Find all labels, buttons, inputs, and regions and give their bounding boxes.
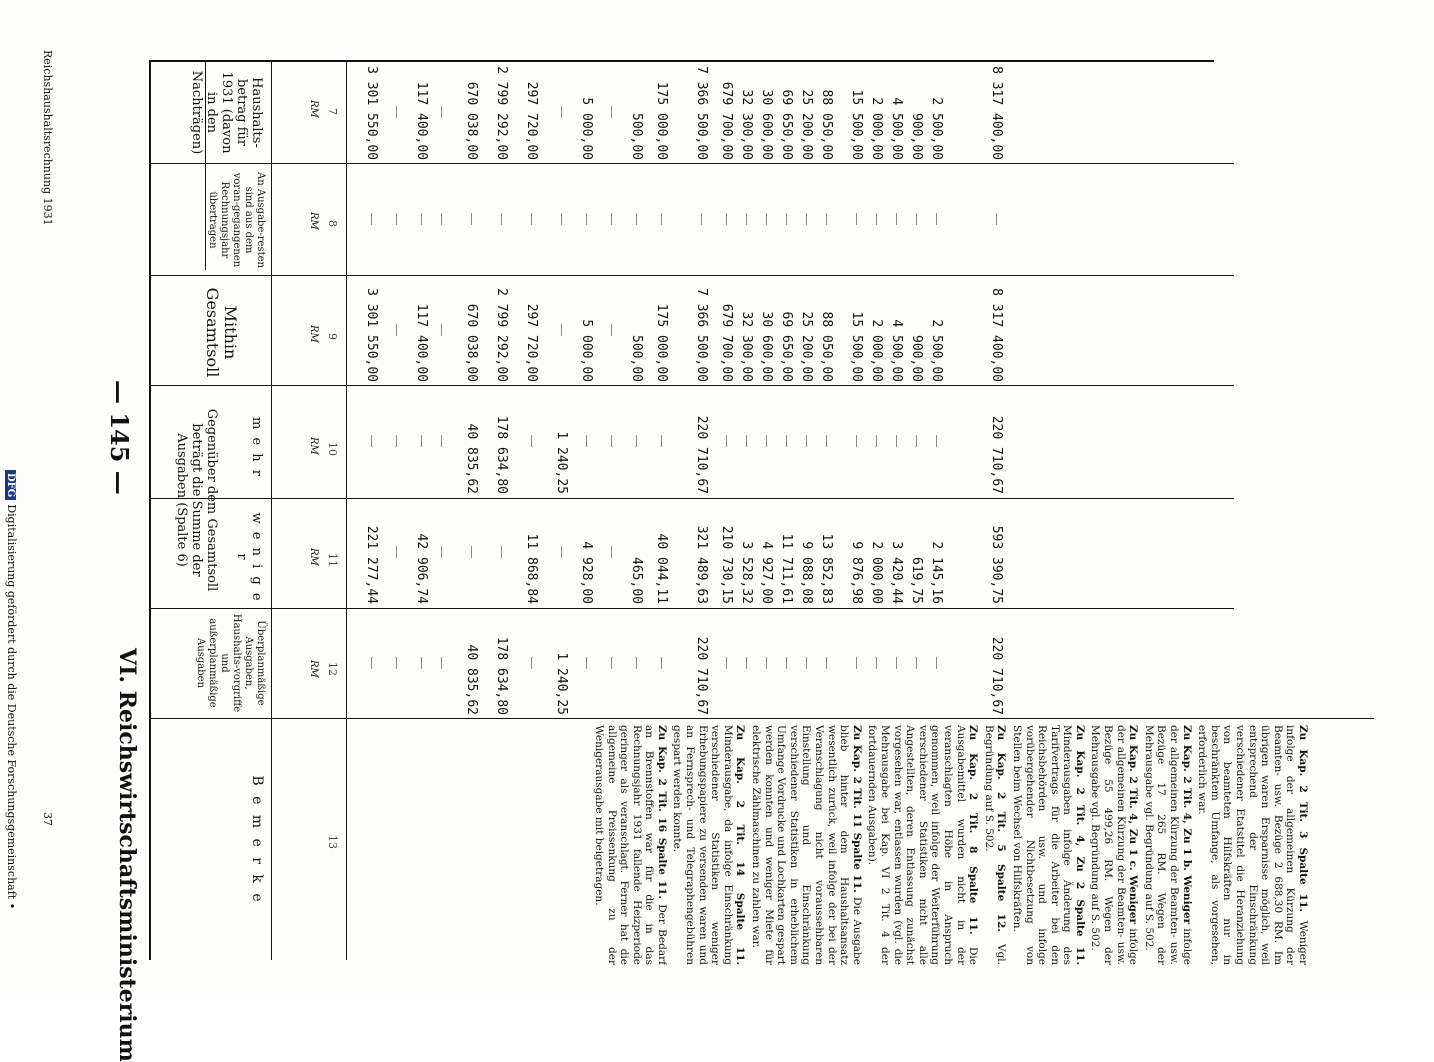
remark-heading: Zu Kap. 2 Tit. 14 Spalte 11. [734, 725, 747, 965]
remark-heading: Zu Kap. 2 Tit. 3 Spalte 11. [1297, 725, 1309, 913]
cell-c10: — [434, 434, 449, 448]
footer-page-number: 37 [41, 812, 54, 826]
cell-c10: — [819, 434, 834, 448]
cell-c7: 32 300,00 [739, 89, 754, 160]
cell-c10: — [739, 434, 754, 448]
cell-c10: — [779, 434, 794, 448]
cell-c11: — [494, 545, 509, 559]
cell-c12: — [739, 656, 754, 670]
cell-c11: 2 145,16 [929, 541, 944, 604]
col9-title: Mithin Gesamtsoll [203, 287, 240, 378]
cell-c7: 25 200,00 [799, 89, 814, 160]
cell-c12: 40 835,62 [464, 644, 479, 715]
remark-heading: Zu Kap. 2 Tit. 16 Spalte 11. [655, 725, 668, 899]
cell-c9: 297 720,00 [524, 303, 539, 382]
cell-c9: 117 400,00 [414, 303, 429, 382]
cell-c9: 88 050,00 [819, 311, 834, 382]
cell-c9: 2 799 292,00 [494, 288, 509, 382]
remark-text: Die Ausgabemittel wurden nicht in der veranschlagten Höhe in Anspruch genommen, weil infolge der Weiterführung verschiedener Statistiken nicht alle Angestellten, deren Entlassung zunächst vorgesehen war, entlassen wurden (vgl. die Mehrausgabe bei Kap. VI 2 Tit. 4 der fortdauernden Ausgaben). [866, 725, 980, 965]
cell-c7: 4 500,00 [889, 97, 904, 160]
cell-c10: 220 710,67 [989, 415, 1004, 494]
cell-c10: 1 240,25 [554, 431, 569, 494]
cell-c11: 4 928,00 [579, 541, 594, 604]
col12-unit: RM [308, 660, 319, 678]
cell-c10: — [719, 434, 734, 448]
cell-c11: 40 044,11 [654, 533, 669, 604]
cell-c11: 42 906,74 [414, 533, 429, 604]
cell-c8: — [799, 212, 814, 226]
cell-c8: — [739, 212, 754, 226]
col13-number: 13 [326, 835, 339, 849]
cell-c8: — [889, 212, 904, 226]
cell-c8: — [909, 212, 924, 226]
cell-c8: — [819, 212, 834, 226]
remark-text: Vgl. Begründung auf S. 502. [982, 725, 1008, 965]
cell-c8: — [414, 212, 429, 226]
cell-c9: 2 500,00 [929, 319, 944, 382]
col7-number: 7 [326, 108, 339, 115]
col11-number: 11 [326, 553, 339, 567]
cell-c8: — [779, 212, 794, 226]
cell-c7: — [389, 105, 404, 119]
cell-c7: 670 038,00 [464, 81, 479, 160]
cell-c11: — [464, 545, 479, 559]
col7-unit: RM [308, 100, 319, 118]
cell-c8: — [629, 212, 644, 226]
cell-c11: — [554, 545, 569, 559]
cell-c9: 500,00 [629, 335, 644, 382]
cell-c8: — [434, 212, 449, 226]
cell-c11: 221 277,44 [364, 525, 379, 604]
divider-11-12 [149, 608, 1234, 609]
cell-c11: 210 730,15 [719, 525, 734, 604]
remark-item [1142, 725, 1192, 965]
remark-text: Der Bedarf an Brennstoffen war für die in das Rechnungsjahr 1931 fallende Heizperiode geringer als veranschlagt. Ferner hat die allgemeine Preissenkung zu der Wenigerausgabe mit beigetragen. [592, 725, 668, 965]
remark-item [1010, 725, 1086, 965]
remark-text: infolge der allgemeinen Kürzung der Beamten- usw. Bezüge 55 499,26 RM. Wegen der Mehrausgabe vgl. Begründung auf S. 502. [1089, 725, 1140, 965]
cell-c8: — [604, 212, 619, 226]
page-number: — 145 — [105, 380, 134, 495]
cell-c11: 9 876,98 [849, 541, 864, 604]
cell-c9: 25 200,00 [799, 311, 814, 382]
cell-c10: — [929, 434, 944, 448]
cell-c11: 465,00 [629, 557, 644, 604]
cell-c11: 3 528,32 [739, 541, 754, 604]
cell-c8: — [869, 212, 884, 226]
cell-c8: — [494, 212, 509, 226]
remark-item [1196, 725, 1309, 965]
section-title: VI. Reichswirtschaftsministerium [114, 648, 140, 1062]
cell-c7: 88 050,00 [819, 89, 834, 160]
col11-unit: RM [308, 548, 319, 566]
cell-c10: — [629, 434, 644, 448]
cell-c9: 679 700,00 [719, 303, 734, 382]
cell-c8: — [989, 212, 1004, 226]
cell-c8: — [694, 212, 709, 226]
cell-c7: 5 000,00 [579, 97, 594, 160]
cell-c9: 2 000,00 [869, 319, 884, 382]
col10-11-group-title: Gegenüber dem Gesamtsoll beträgt die Summe der Ausgaben (Spalte 6) [174, 408, 219, 592]
cell-c9: 69 650,00 [779, 311, 794, 382]
cell-c10: — [604, 434, 619, 448]
remark-item [982, 725, 1007, 965]
divider-8-9 [149, 275, 1234, 276]
cell-c12: — [579, 656, 594, 670]
divider-12-13 [149, 718, 1374, 719]
cell-c10: — [909, 434, 924, 448]
cell-c11: 4 927,00 [759, 541, 774, 604]
cell-c7: 69 650,00 [779, 89, 794, 160]
remarks-column [354, 725, 1309, 965]
cell-c10: 40 835,62 [464, 423, 479, 494]
cell-c11: — [434, 545, 449, 559]
cell-c11: 2 000,00 [869, 541, 884, 604]
cell-c12: — [654, 656, 669, 670]
cell-c9: 32 300,00 [739, 311, 754, 382]
cell-c9: 670 038,00 [464, 303, 479, 382]
remark-item [671, 725, 747, 965]
cell-c7: 900,00 [909, 113, 924, 160]
cell-c12: — [849, 656, 864, 670]
cell-c12: 220 710,67 [989, 636, 1004, 715]
cell-c9: 175 000,00 [654, 303, 669, 382]
cell-c11: 9 088,08 [799, 541, 814, 604]
cell-c12: — [929, 656, 944, 670]
cell-c9: 8 317 400,00 [989, 288, 1004, 382]
col12-title: Überplanmäßige Ausgaben, Haushalts-vorgriffe und außerplanmäßige Ausgaben [195, 613, 266, 713]
col8-number: 8 [326, 220, 339, 227]
cell-c9: 4 500,00 [889, 319, 904, 382]
cell-c7: 8 317 400,00 [989, 66, 1004, 160]
cell-c10: — [389, 434, 404, 448]
cell-c11: 619,75 [909, 557, 924, 604]
cell-c12: — [524, 656, 539, 670]
cell-c8: — [719, 212, 734, 226]
cell-c7: — [554, 105, 569, 119]
cell-c7: 175 000,00 [654, 81, 669, 160]
cell-c11: 11 868,84 [524, 533, 539, 604]
cell-c7: 297 720,00 [524, 81, 539, 160]
cell-c10: — [364, 434, 379, 448]
divider-9-10 [149, 385, 1234, 386]
col9-number: 9 [326, 333, 339, 340]
remark-text: Minderausgaben infolge Änderung des Tarifvertrags für die Arbeiter bei den Reichsbehörden usw. und infolge vorübergehender Nichtbesetzung von Stellen beim Wechsel von Hilfskräften. [1010, 725, 1074, 965]
cell-c9: 900,00 [909, 335, 924, 382]
cell-c10: 178 634,80 [494, 415, 509, 494]
cell-c12: 1 240,25 [554, 652, 569, 715]
col8-unit: RM [308, 212, 319, 230]
top-rule [149, 60, 151, 960]
cell-c7: 2 000,00 [869, 97, 884, 160]
cell-c10: — [869, 434, 884, 448]
cell-c10: — [759, 434, 774, 448]
col10-title: m e h r [249, 416, 264, 478]
remark-text: Minderausgabe, da infolge Einschränkung verschiedener Statistiken weniger Erhebungspapiere zu versenden waren und an Fernsprech- und Telegraphengebühren gespart werden konnte. [671, 725, 734, 965]
remark-heading: Zu Kap. 2 Tit. 4, Zu 1 b. Weniger [1180, 725, 1193, 925]
remark-text: Die Ausgabe blieb hinter dem Haushaltsansatz wesentlich zurück, weil infolge der bei der Veranschlagung nicht voraussehbaren Einstellung und Einschränkung verschiedener Statistiken in erheblichem Umfange Vordrucke und Lochkarten gespart werden konnten und weniger Miete für elektrische Zählmaschinen zu zahlen war. [750, 725, 863, 965]
cell-c8: — [759, 212, 774, 226]
cell-c9: 15 500,00 [849, 311, 864, 382]
cell-c9: 30 600,00 [759, 311, 774, 382]
cell-c8: — [849, 212, 864, 226]
cell-c7: 2 500,00 [929, 97, 944, 160]
cell-c12: — [759, 656, 774, 670]
cell-c12: — [819, 656, 834, 670]
cell-c7: 30 600,00 [759, 89, 774, 160]
cell-c10: — [889, 434, 904, 448]
cell-c12: — [909, 656, 924, 670]
cell-c12: 220 710,67 [694, 636, 709, 715]
cell-c10: — [654, 434, 669, 448]
remark-item [1089, 725, 1139, 965]
cell-c12: — [779, 656, 794, 670]
remark-text: infolge der allgemeinen Kürzung der Beamten- usw. Bezüge 17 265 RM. Wegen der Mehrausgabe vgl. Begründung auf S. 502. [1142, 725, 1193, 965]
cell-c7: 15 500,00 [849, 89, 864, 160]
cell-c7: 2 799 292,00 [494, 66, 509, 160]
col12-number: 12 [326, 662, 339, 676]
cell-c11: 11 711,61 [779, 533, 794, 604]
cell-c12: — [629, 656, 644, 670]
col8-title: An Ausgabe-resten sind aus dem voran-gegangenen Rechnungsjahr übertragen [207, 172, 266, 268]
cell-c7: 500,00 [629, 113, 644, 160]
cell-c9: — [604, 323, 619, 337]
cell-c12: — [434, 656, 449, 670]
cell-c8: — [554, 212, 569, 226]
cell-c11: — [389, 545, 404, 559]
remarks-list [592, 725, 1309, 965]
cell-c7: — [604, 105, 619, 119]
cell-c8: — [929, 212, 944, 226]
col9-unit: RM [308, 325, 319, 343]
cell-c8: — [364, 212, 379, 226]
cell-c9: — [434, 323, 449, 337]
col10-number: 10 [326, 442, 339, 456]
cell-c11: 3 420,44 [889, 541, 904, 604]
header-bottom-rule [346, 60, 347, 960]
cell-c8: — [579, 212, 594, 226]
cell-c9: 7 366 500,00 [694, 288, 709, 382]
cell-c8: — [524, 212, 539, 226]
cell-c10: — [524, 434, 539, 448]
cell-c9: 3 301 550,00 [364, 288, 379, 382]
remark-item [866, 725, 979, 965]
left-border [149, 60, 1214, 62]
cell-c8: — [389, 212, 404, 226]
cell-c11: 593 390,75 [989, 525, 1004, 604]
digitization-text: Digitalisierung gefördert durch die Deutsche Forschungsgemeinschaft • [5, 504, 18, 910]
remark-text: Weniger infolge der allgemeinen Kürzung der Beamten- usw. Bezüge 2 688,30 RM. Im übrigen waren Ersparnisse möglich, weil entsprechend der Einschränkung verschiedener Etatstitel die Heranziehung von beamteten Hilfskräften nur in beschränktem Umfange, als vorgesehen, erforderlich war. [1196, 725, 1309, 965]
cell-c7: 7 366 500,00 [694, 66, 709, 160]
cell-c12: — [364, 656, 379, 670]
cell-c12: — [799, 656, 814, 670]
cell-c7: 679 700,00 [719, 81, 734, 160]
col11-title: w e n i g e r [234, 512, 264, 603]
cell-c11: 321 489,63 [694, 525, 709, 604]
cell-c9: — [554, 323, 569, 337]
col10-unit: RM [308, 437, 319, 455]
cell-c7: 3 301 550,00 [364, 66, 379, 160]
cell-c12: 178 634,80 [494, 636, 509, 715]
divider-7-8 [149, 163, 1234, 164]
cell-c10: — [579, 434, 594, 448]
cell-c11: — [604, 545, 619, 559]
digitization-credit [5, 470, 18, 909]
cell-c10: — [414, 434, 429, 448]
cell-c9: — [389, 323, 404, 337]
cell-c7: — [434, 105, 449, 119]
remark-heading: Zu Kap. 2 Tit. 4, Zu 2 Spalte 11. [1073, 725, 1086, 965]
remark-item [592, 725, 668, 965]
header-mid-rule [271, 60, 272, 960]
cell-c8: — [464, 212, 479, 226]
remark-item [749, 725, 862, 965]
remark-heading: Zu Kap. 2 Tit. 4, Zu 1 c. Weniger [1127, 725, 1140, 925]
cell-c7: 117 400,00 [414, 81, 429, 160]
col13-title: B e m e r k e [249, 775, 265, 905]
cell-c10: — [799, 434, 814, 448]
cell-c12: — [604, 656, 619, 670]
cell-c9: 5 000,00 [579, 319, 594, 382]
cell-c8: — [654, 212, 669, 226]
remark-heading: Zu Kap. 2 Tit. 8 Spalte 11. [967, 725, 980, 935]
cell-c12: — [869, 656, 884, 670]
dfg-logo: DFG [5, 470, 16, 500]
cell-c10: 220 710,67 [694, 415, 709, 494]
cell-c11: 13 852,83 [819, 533, 834, 604]
cell-c12: — [889, 656, 904, 670]
cell-c12: — [389, 656, 404, 670]
remark-heading: Zu Kap. 2 Tit. 5 Spalte 12. [995, 725, 1008, 932]
remark-heading: Zu Kap. 2 Tit. 11 Spalte 11. [850, 725, 863, 893]
footer-running-title: Reichshaushaltsrechnung 1931 [41, 50, 54, 226]
cell-c12: — [414, 656, 429, 670]
cell-c10: — [849, 434, 864, 448]
col7-title: Haushalts-betrag für 1931 (davon in den Nachträgen) [189, 70, 264, 155]
cell-c12: — [719, 656, 734, 670]
divider-10-11 [149, 498, 1234, 499]
